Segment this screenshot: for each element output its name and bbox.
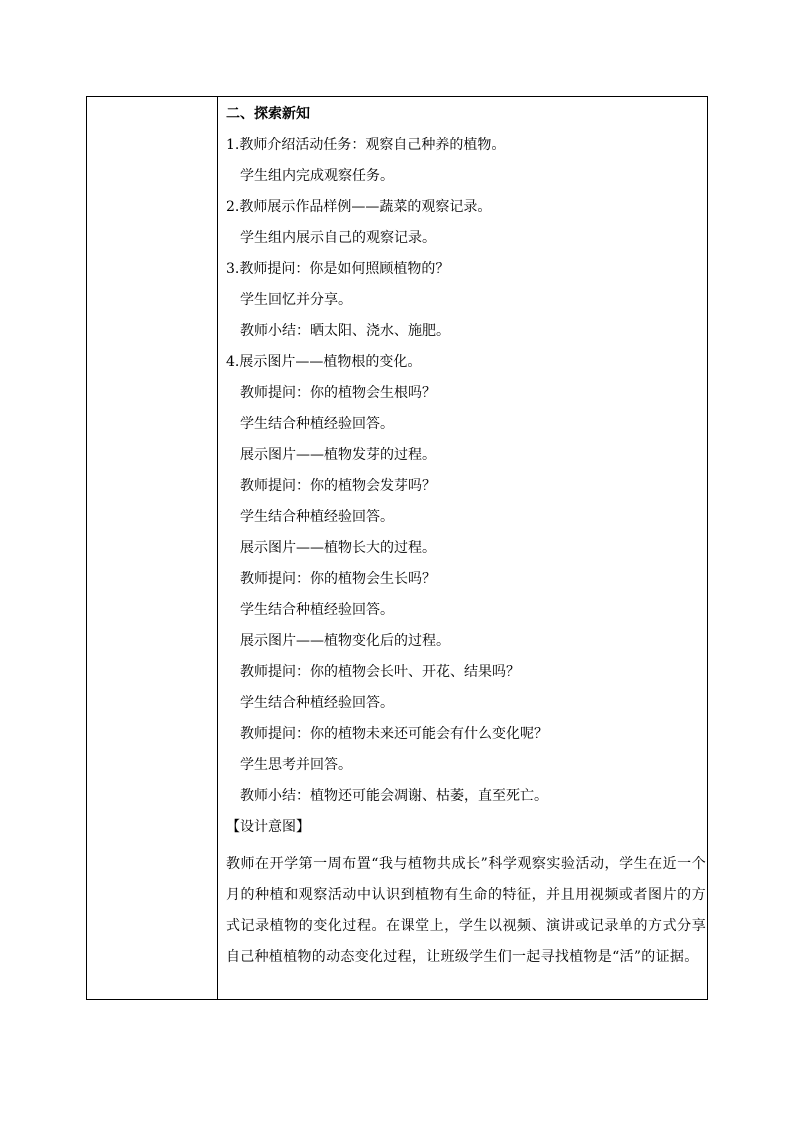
step-line: 教师提问：你的植物会生根吗？ [240, 385, 436, 401]
step-line: 学生组内完成观察任务。 [240, 168, 394, 184]
design-text: 教师在开学第一周布置“我与植物共成长”科学观察实验活动，学生在近一个月的种植和观察活动中认识到植物有生命的特征，并且用视频或者图片的方式记录植物的变化过程。在课堂上，学生以视频、演讲或记录单的方式分享自己种植植物的动态变化过程，让班级学生们一起寻找植物是“活”的证据。 [226, 856, 706, 965]
content-column [218, 97, 707, 999]
step-line: 学生结合种植经验回答。 [240, 695, 394, 711]
step-line: 展示图片——植物发芽的过程。 [240, 447, 436, 463]
step-line: 2.教师展示作品样例——蔬菜的观察记录。 [226, 199, 492, 215]
step-line: 3.教师提问：你是如何照顾植物的？ [226, 261, 450, 277]
step-line: 学生组内展示自己的观察记录。 [240, 230, 436, 246]
step-line: 展示图片——植物变化后的过程。 [240, 633, 450, 649]
step-line: 学生结合种植经验回答。 [240, 602, 394, 618]
step-line: 4.展示图片——植物根的变化。 [226, 354, 422, 370]
step-line: 教师提问：你的植物会发芽吗？ [240, 478, 436, 494]
step-line: 学生结合种植经验回答。 [240, 416, 394, 432]
step-line: 教师提问：你的植物未来还可能会有什么变化呢？ [240, 726, 548, 742]
step-line: 教师提问：你的植物会长叶、开花、结果吗？ [240, 664, 520, 680]
step-line: 教师小结：晒太阳、浇水、施肥。 [240, 323, 450, 339]
step-line: 教师提问：你的植物会生长吗？ [240, 571, 436, 587]
section-title: 二、探索新知 [226, 106, 310, 122]
step-line: 教师小结：植物还可能会凋谢、枯萎，直至死亡。 [240, 788, 548, 804]
lesson-table [86, 96, 708, 1000]
step-line: 学生回忆并分享。 [240, 292, 352, 308]
design-heading: 【设计意图】 [226, 819, 310, 835]
step-line: 展示图片——植物长大的过程。 [240, 540, 436, 556]
step-line: 1.教师介绍活动任务：观察自己种养的植物。 [226, 137, 506, 153]
step-line: 学生思考并回答。 [240, 757, 352, 773]
step-line: 学生结合种植经验回答。 [240, 509, 394, 525]
left-column [87, 97, 218, 999]
